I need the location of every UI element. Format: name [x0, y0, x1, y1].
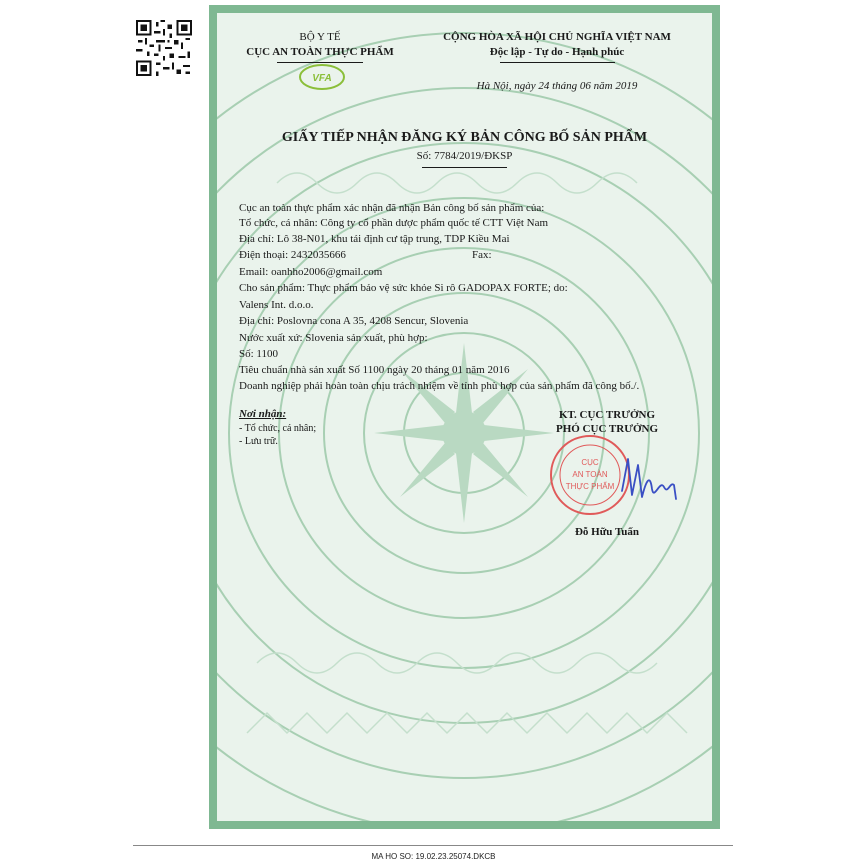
- footer-divider: [133, 845, 733, 846]
- handwritten-signature: [616, 451, 680, 511]
- body-line: Nước xuất xứ: Slovenia sản xuất, phù hợp:: [239, 332, 428, 344]
- agency-name: CỤC AN TOÀN THỰC PHẨM: [246, 46, 394, 58]
- body-line: Địa chỉ: Lô 38-N01, khu tái định cư tập trung, TDP Kiều Mai: [239, 233, 510, 245]
- signer-title: KT. CỤC TRƯỞNG: [558, 409, 656, 421]
- motto-underline: [500, 62, 615, 63]
- body-line: Tổ chức, cá nhân: Công ty cổ phần dược phẩm quốc tế CTT Việt Nam: [239, 217, 549, 229]
- body-line: Cho sản phẩm: Thực phẩm bảo vệ sức khỏe Si rô GADOPAX FORTE; do:: [239, 282, 568, 294]
- issue-date: Hà Nội, ngày 24 tháng 06 năm 2019: [476, 80, 638, 92]
- body-line: Cục an toàn thực phẩm xác nhận đã nhận Bản công bố sản phẩm của:: [239, 202, 545, 214]
- certificate: [209, 5, 720, 829]
- document-number: Số: 7784/2019/ĐKSP: [416, 150, 513, 162]
- qr-code: [136, 20, 192, 76]
- country-name: CỘNG HÒA XÃ HỘI CHỦ NGHĨA VIỆT NAM: [443, 31, 671, 43]
- vfa-logo: [299, 63, 345, 91]
- body-line: Số: 1100: [239, 348, 279, 360]
- recipient-item: - Lưu trữ.: [239, 436, 278, 447]
- title-underline: [422, 167, 507, 168]
- vfa-logo-text: VFA: [312, 73, 332, 84]
- signer-position: PHÓ CỤC TRƯỞNG: [555, 423, 659, 435]
- national-motto: Độc lập - Tự do - Hạnh phúc: [489, 46, 625, 58]
- dossier-code: MA HO SO: 19.02.23.25074.DKCB: [371, 852, 496, 861]
- body-line: Valens Int. d.o.o.: [239, 299, 314, 311]
- signer-name: Đỗ Hữu Tuấn: [574, 526, 640, 538]
- body-line: Địa chỉ: Poslovna cona A 35, 4208 Sencur, Slovenia: [239, 315, 469, 327]
- document-title: GIẤY TIẾP NHẬN ĐĂNG KÝ BẢN CÔNG BỐ SẢN PHẨM: [281, 130, 648, 145]
- ministry-name: BỘ Y TẾ: [299, 31, 341, 43]
- svg-text:AN TOÀN: AN TOÀN: [572, 470, 608, 479]
- svg-text:THỰC PHẨM: THỰC PHẨM: [565, 482, 615, 491]
- fax-label: Fax:: [472, 249, 492, 261]
- body-line: Email: oanhho2006@gmail.com: [239, 266, 383, 278]
- body-line: Doanh nghiệp phải hoàn toàn chịu trách nhiệm về tính phù hợp của sản phẩm đã công bố./.: [239, 380, 640, 392]
- svg-text:CỤC: CỤC: [581, 458, 599, 467]
- body-line: Điện thoại: 2432035666: [239, 249, 346, 261]
- body-line: Tiêu chuẩn nhà sản xuất Số 1100 ngày 20 tháng 01 năm 2016: [239, 364, 510, 376]
- recipient-item: - Tổ chức, cá nhân;: [239, 423, 317, 434]
- recipients-heading: Nơi nhận:: [239, 408, 287, 420]
